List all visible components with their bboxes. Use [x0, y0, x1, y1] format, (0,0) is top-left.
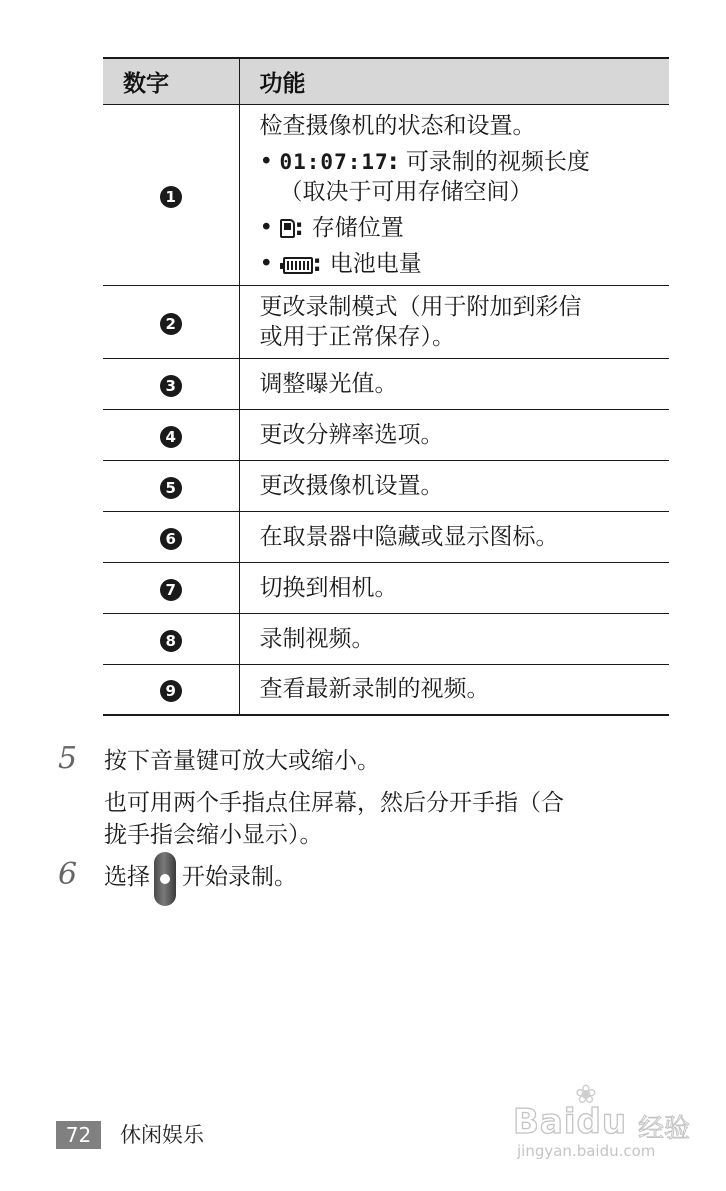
circled-number-7: 7	[160, 579, 182, 601]
baidu-watermark	[513, 1080, 693, 1160]
battery-icon	[283, 257, 313, 274]
circled-number-4: 4	[160, 426, 182, 448]
circled-number-6: 6	[160, 528, 182, 550]
bullet-item	[260, 249, 660, 279]
row-description: 录制视频。	[259, 625, 375, 652]
bullet-item	[260, 213, 660, 243]
table-row	[103, 613, 669, 664]
row-number-cell	[103, 409, 239, 460]
step-5	[58, 741, 678, 851]
step-instruction: 按下音量键可放大或缩小。	[104, 748, 380, 774]
table-row	[103, 409, 669, 460]
table-row	[103, 285, 669, 358]
row-number-cell	[103, 104, 239, 285]
row-description: 调整曝光值。	[259, 370, 398, 397]
row-number-cell	[103, 285, 239, 358]
table-row	[103, 460, 669, 511]
row-number-cell	[103, 613, 239, 664]
table-row	[103, 664, 669, 715]
row-description: 在取景器中隐藏或显示图标。	[259, 523, 559, 550]
step-text-before: 选择	[104, 864, 150, 890]
step-note-line: 拢手指会缩小显示）。	[104, 822, 323, 848]
row-description-line: 或用于正常保存）。	[259, 323, 455, 350]
bullet-separator: :	[312, 250, 330, 277]
step-note	[104, 787, 678, 851]
table-row	[103, 562, 669, 613]
memory-card-icon	[280, 219, 295, 238]
step-text-after: 开始录制。	[182, 864, 297, 890]
step-6	[58, 857, 678, 893]
row-number-cell	[103, 511, 239, 562]
row-description: 查看最新录制的视频。	[259, 676, 490, 703]
bullet-dot: •	[259, 148, 274, 175]
bullet-separator: :	[388, 148, 406, 175]
bullet-dot: •	[259, 214, 274, 241]
circled-number-2: 2	[160, 313, 182, 335]
page-number: 72	[56, 1121, 101, 1149]
row-description: 切换到相机。	[259, 574, 398, 601]
row-number-cell	[103, 664, 239, 715]
circled-number-1: 1	[160, 186, 182, 208]
recording-time-code: 01:07:17	[279, 149, 389, 174]
watermark-cn: 经验	[638, 1114, 691, 1144]
bullet-dot: •	[259, 250, 274, 277]
bullet-text: 存储位置	[311, 214, 404, 241]
row-description-cell	[239, 285, 669, 358]
row-number-cell	[103, 358, 239, 409]
circled-number-5: 5	[160, 477, 182, 499]
table-row	[103, 358, 669, 409]
step-text	[104, 745, 678, 851]
row-description-line: 更改录制模式（用于附加到彩信	[259, 293, 582, 320]
paw-icon: ❀	[575, 1080, 597, 1110]
bullet-continuation: （取决于可用存储空间）	[279, 178, 533, 205]
row-number-cell	[103, 562, 239, 613]
step-number: 5	[58, 741, 78, 776]
circled-number-3: 3	[160, 375, 182, 397]
table-row	[103, 511, 669, 562]
bullet-item	[260, 147, 660, 207]
header-function: 功能	[239, 58, 669, 104]
bullet-separator: :	[294, 214, 312, 241]
step-note-line: 也可用两个手指点住屏幕，然后分开手指（合	[104, 790, 564, 816]
function-table	[103, 57, 669, 716]
step-number: 6	[58, 857, 78, 892]
table-header-row	[103, 58, 669, 104]
row-description: 检查摄像机的状态和设置。	[259, 112, 536, 139]
watermark-url: jingyan.baidu.com	[517, 1142, 656, 1160]
record-button-icon	[154, 852, 176, 906]
row-description: 更改分辨率选项。	[259, 421, 444, 448]
bullet-text: 电池电量	[329, 250, 422, 277]
section-title: 休闲娱乐	[120, 1123, 204, 1147]
row-number-cell	[103, 460, 239, 511]
header-number: 数字	[103, 58, 239, 104]
watermark-brand: Baidu	[513, 1102, 628, 1142]
step-text	[104, 861, 678, 893]
row-description: 更改摄像机设置。	[259, 472, 444, 499]
circled-number-9: 9	[160, 680, 182, 702]
circled-number-8: 8	[160, 630, 182, 652]
bullet-text: 可录制的视频长度	[405, 148, 590, 175]
table-row	[103, 104, 669, 285]
row-description-cell	[239, 104, 669, 285]
